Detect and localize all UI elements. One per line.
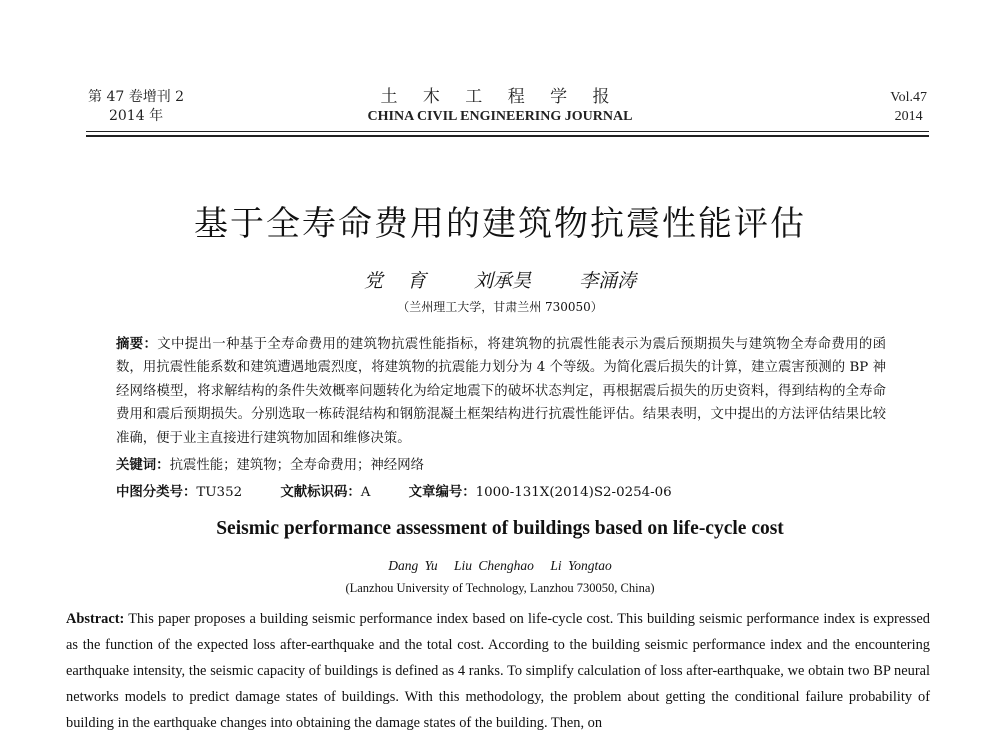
abstract-cn (116, 333, 886, 450)
doc-code-label: 文献标识码： (280, 485, 361, 500)
affiliation-en: (Lanzhou University of Technology, Lanzhou 730050, China) (345, 581, 655, 595)
author-en-3: Li Yongtao (550, 558, 612, 573)
abstract-cn-text: 文中提出一种基于全寿命费用的建筑物抗震性能指标，将建筑物的抗震性能表示为震后预期损失与建筑物全寿命费用的函数，用抗震性能系数和建筑遭遇地震烈度，将建筑物的抗震能力划分为 4 个等级。为简化震后损失的计算，建立震害预测的 BP 神经网络模型，将求解结构的条件失效概率问题转化为给定地震下的破坏状态判定，再根据震后损失的历史资料，得到结构的全寿命费用和震后预期损失。分别选取一栋砖混结构和钢筋混凝土框架结构进行抗震性能评估。结果表明，文中提出的方法评估结果比较准确，便于业主直接进行建筑物加固和维修决策。 (116, 337, 887, 446)
author-cn-1: 党 育 (363, 270, 426, 292)
keywords-text: 抗震性能；建筑物；全寿命费用；神经网络 (169, 458, 424, 473)
affiliation-cn: （兰州理工大学，甘肃兰州 730050） (397, 300, 603, 314)
paper-title-en: Seismic performance assessment of buildings based on life-cycle cost (216, 518, 784, 539)
journal-name-cn: 土 木 工 程 学 报 (380, 87, 620, 107)
header-rule-thick (86, 135, 929, 137)
clc-group (116, 485, 242, 500)
header-vol-year (890, 88, 927, 126)
header-rule-thin (86, 131, 929, 132)
abstract-cn-label: 摘要： (116, 337, 158, 352)
header-year-en-label: 2014 (894, 109, 923, 124)
article-no-label: 文章编号： (408, 485, 476, 500)
abstract-en (66, 606, 930, 736)
abstract-en-label: Abstract: (66, 611, 125, 627)
clc-value: TU352 (196, 485, 243, 500)
author-cn-3: 李涌涛 (579, 270, 637, 292)
classification-line (116, 481, 706, 500)
paper-title-cn: 基于全寿命费用的建筑物抗震性能评估 (194, 204, 806, 244)
header-year-label: 2014 年 (108, 108, 164, 124)
article-no-group (409, 485, 672, 500)
clc-label: 中图分类号： (116, 485, 197, 500)
authors-cn (0, 266, 1000, 293)
doc-code-group (280, 485, 370, 500)
journal-name (300, 86, 700, 126)
header-vol-label: Vol.47 (890, 90, 927, 105)
journal-name-en: CHINA CIVIL ENGINEERING JOURNAL (367, 109, 633, 124)
keywords-label: 关键词： (116, 458, 170, 473)
authors-en (0, 558, 1000, 574)
author-cn-2: 刘承昊 (474, 270, 532, 292)
keywords-line (116, 454, 424, 473)
header-volume-issue (88, 88, 184, 126)
abstract-en-text: This paper proposes a building seismic performance index based on life-cycle cost. This building seismic performance index is expressed as the function of the expected loss after-earthquake and the total cost. According to the building seismic performance index and the encountering earthquake intensity, the seismic capacity of buildings is defined as 4 ranks. To simplify calculation of loss after-earthquake, we obtain two BP neural networks models to predict damage states of buildings. With this methodology, the problem about getting the conditional failure probability of building in the earthquake changes into obtaining the damage states of the building. Then, on (66, 611, 930, 731)
doc-code-value: A (360, 485, 371, 500)
header-volume-label: 第 47 卷增刊 2 (88, 89, 185, 105)
author-en-1: Dang Yu (388, 558, 438, 573)
author-en-2: Liu Chenghao (454, 558, 534, 573)
article-no-value: 1000-131X(2014)S2-0254-06 (475, 485, 672, 500)
